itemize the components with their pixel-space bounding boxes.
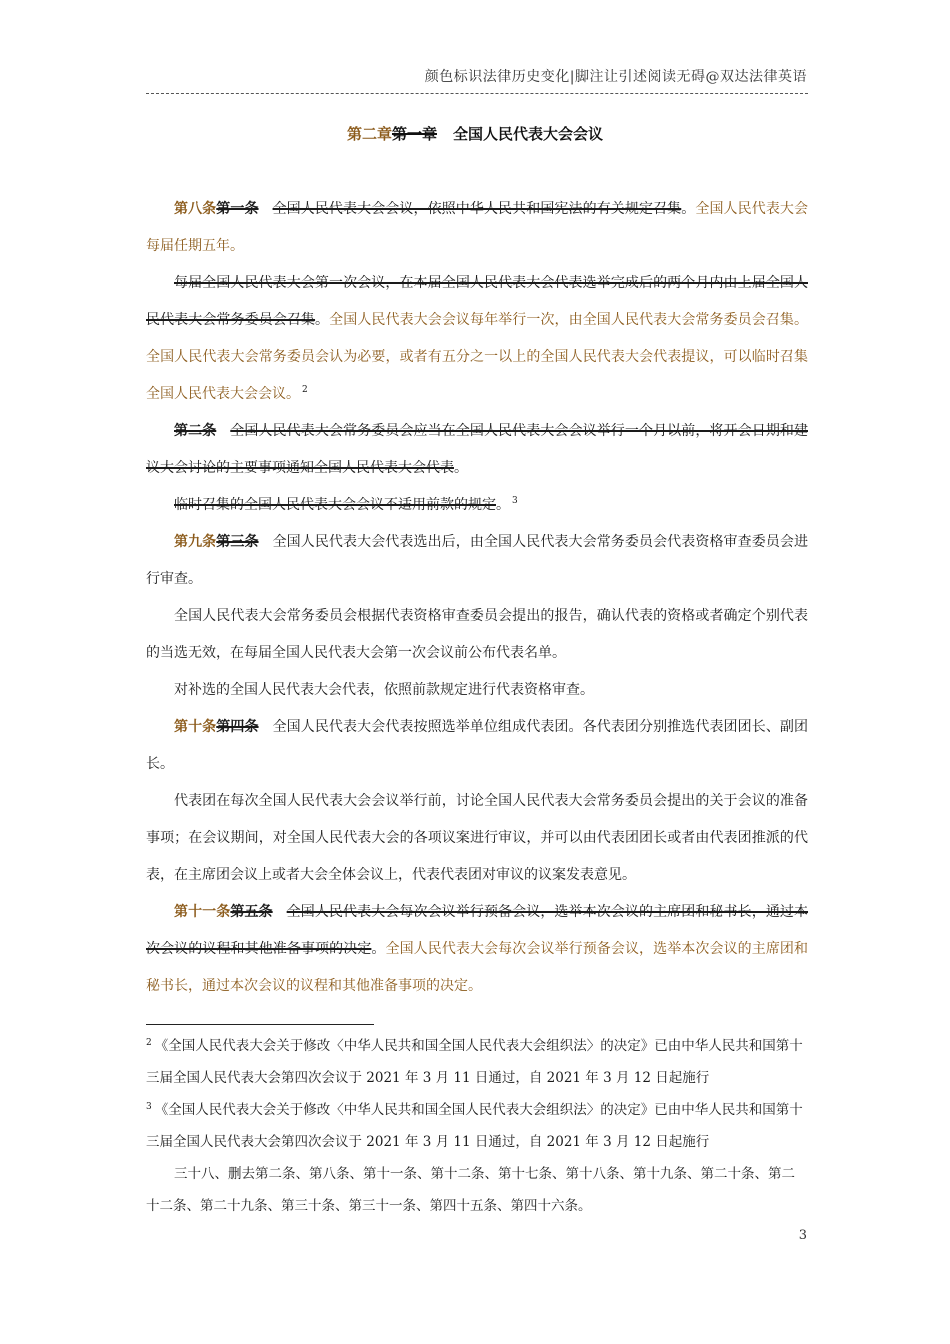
article-9-para-3: 对补选的全国人民代表大会代表，依照前款规定进行代表资格审查。 [174, 682, 594, 698]
article-10-para-2: 代表团在每次全国人民代表大会会议举行前，讨论全国人民代表大会常务委员会提出的关于会议的准备事项；在会议期间，对全国人民代表大会的各项议案进行审议，并可以由代表团团长或者由代表团推派的代表，在主席团会议上或者大会全体会议上，代表代表团对审议的议案发表意见。 [146, 793, 808, 883]
chapter-number-new: 第二章 [346, 125, 392, 143]
article-number-new: 第十条 [174, 719, 217, 735]
footnote-ref[interactable]: 3 [512, 496, 518, 507]
footnote-continuation: 三十八、删去第二条、第八条、第十一条、第十二条、第十七条、第十八条、第十九条、第二十条、第二十二条、第二十九条、第三十条、第三十一条、第四十五条、第四十六条。 [146, 1166, 795, 1214]
article-11-para-1: 第十一条第五条 全国人民代表大会每次会议举行预备会议，选举本次会议的主席团和秘书长，通过本次会议的议程和其他准备事项的决定。全国人民代表大会每次会议举行预备会议，选举本次会议的主席团和秘书长，通过本次会议的议程和其他准备事项的决定。 [146, 904, 809, 994]
deleted-text: 全国人民代表大会每次会议举行预备会议，选举本次会议的主席团和秘书长，通过本次会议的议程和其他准备事项的决定 [146, 904, 809, 957]
footnote-number: 2 [146, 1037, 152, 1048]
footnote-text: 《全国人民代表大会关于修改〈中华人民共和国全国人民代表大会组织法〉的决定》已由中华人民共和国第十三届全国人民代表大会第四次会议于 2021 年 3 月 11 日通过，自 2021 年 3 月 12 日起施行 [146, 1102, 803, 1150]
added-text: 全国人民代表大会会议每年举行一次，由全国人民代表大会常务委员会召集。全国人民代表大会常务委员会认为必要，或者有五分之一以上的全国人民代表大会代表提议，可以临时召集全国人民代表大会会议。 [146, 312, 809, 402]
footnote-number: 3 [146, 1101, 152, 1112]
chapter-name: 全国人民代表大会会议 [453, 125, 604, 143]
article-2-para-2: 临时召集的全国人民代表大会会议不适用前款的规定。 $^3$ [174, 496, 518, 513]
added-text: 全国人民代表大会每次会议举行预备会议，选举本次会议的主席团和秘书长，通过本次会议的议程和其他准备事项的决定。 [146, 941, 809, 994]
chapter-number-old: 第一章 [391, 125, 437, 143]
document-body [146, 191, 808, 1005]
article-number-old: 第一条 [216, 201, 259, 217]
article-number-new: 第八条 [174, 201, 217, 217]
article-2-para-1: 第二条 全国人民代表大会常务委员会应当在全国人民代表大会会议举行一个月以前，将开会日期和建议大会讨论的主要事项通知全国人民代表大会代表。 [146, 423, 808, 476]
deleted-text: 全国人民代表大会会议，依照中华人民共和国宪法的有关规定召集 [272, 201, 682, 217]
deleted-text: 全国人民代表大会常务委员会应当在全国人民代表大会会议举行一个月以前，将开会日期和建议大会讨论的主要事项通知全国人民代表大会代表 [146, 423, 808, 476]
article-number-old: 第三条 [216, 534, 259, 550]
page-header: 颜色标识法律历史变化|脚注让引述阅读无碍@双达法律英语 [424, 69, 807, 85]
deleted-text: 每届全国人民代表大会第一次会议，在本届全国人民代表大会代表选举完成后的两个月内由上届全国人民代表大会常务委员会召集 [146, 275, 808, 328]
article-text: 全国人民代表大会代表选出后，由全国人民代表大会常务委员会代表资格审查委员会进行审查。 [146, 534, 809, 587]
article-9-para-1 [146, 524, 808, 598]
deleted-text: 临时召集的全国人民代表大会会议不适用前款的规定 [174, 497, 496, 513]
page-number: 3 [798, 1228, 807, 1243]
chapter-title [0, 123, 950, 144]
article-number-new: 第十一条 [174, 904, 231, 920]
article-10-para-1 [146, 709, 808, 783]
footnote-ref[interactable]: 2 [302, 385, 308, 396]
footnote-text: 《全国人民代表大会关于修改〈中华人民共和国全国人民代表大会组织法〉的决定》已由中华人民共和国第十三届全国人民代表大会第四次会议于 2021 年 3 月 11 日通过，自 2021 年 3 月 12 日起施行 [146, 1038, 803, 1086]
article-8-para-1: 第八条第一条 全国人民代表大会会议，依照中华人民共和国宪法的有关规定召集。全国人民代表大会每届任期五年。 [146, 201, 809, 254]
footnote-3 [146, 1094, 808, 1158]
header-divider [146, 93, 808, 94]
article-number-new: 第九条 [174, 534, 217, 550]
footnote-2 [146, 1030, 808, 1094]
footnote-divider [146, 1024, 374, 1025]
article-number-old: 第四条 [216, 719, 259, 735]
article-8-para-2: 每届全国人民代表大会第一次会议，在本届全国人民代表大会代表选举完成后的两个月内由上届全国人民代表大会常务委员会召集。全国人民代表大会会议每年举行一次，由全国人民代表大会常务委员会召集。全国人民代表大会常务委员会认为必要，或者有五分之一以上的全国人民代表大会代表提议，可以临时召集全国人民代表大会会议。 $^2$ [146, 275, 809, 402]
added-text: 全国人民代表大会每届任期五年。 [146, 201, 809, 254]
article-text: 全国人民代表大会代表按照选举单位组成代表团。各代表团分别推选代表团团长、副团长。 [146, 719, 809, 772]
article-number-old: 第二条 [174, 423, 217, 439]
footnotes [146, 1030, 808, 1222]
article-9-para-2: 全国人民代表大会常务委员会根据代表资格审查委员会提出的报告，确认代表的资格或者确定个别代表的当选无效，在每届全国人民代表大会第一次会议前公布代表名单。 [146, 608, 808, 661]
article-number-old: 第五条 [230, 904, 273, 920]
